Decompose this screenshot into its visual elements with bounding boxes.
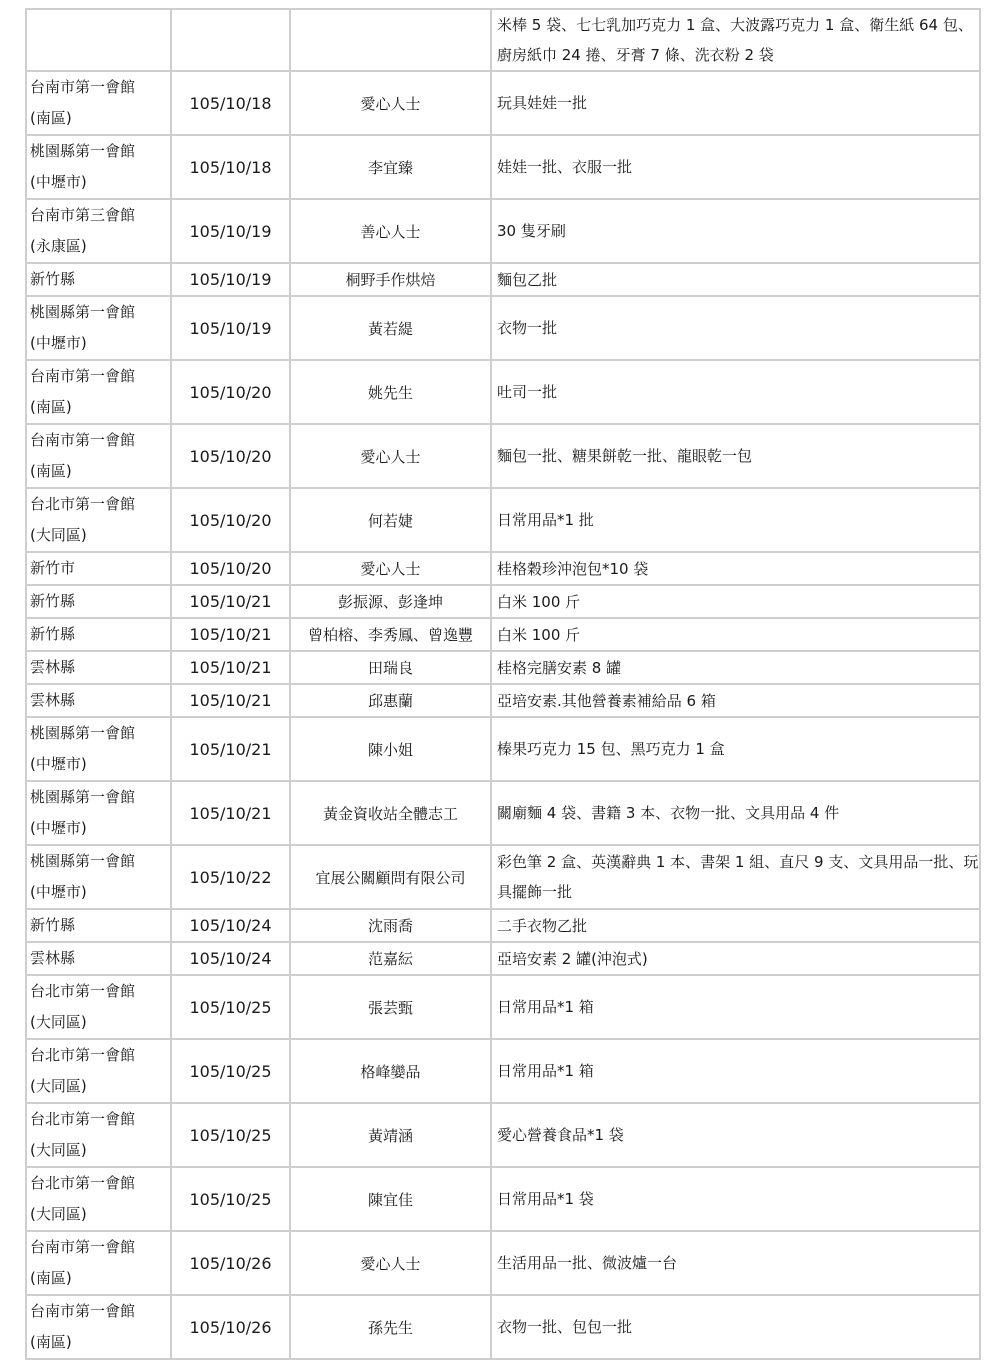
date-cell: 105/10/19 <box>171 199 290 263</box>
table-row <box>26 717 980 781</box>
table-row <box>26 263 980 296</box>
date-cell: 105/10/21 <box>171 618 290 651</box>
date-cell: 105/10/25 <box>171 1103 290 1167</box>
table-row <box>26 975 980 1039</box>
donor-cell: 李宜臻 <box>290 135 491 199</box>
donor-cell: 黃若緹 <box>290 296 491 360</box>
donor-cell: 愛心人士 <box>290 552 491 585</box>
branch-cell: 台南市第一會館 (南區) <box>26 1231 171 1295</box>
table-row <box>26 1167 980 1231</box>
branch-cell: 新竹市 <box>26 552 171 585</box>
date-cell: 105/10/21 <box>171 717 290 781</box>
items-cell: 日常用品*1 箱 <box>491 975 980 1039</box>
branch-cell: 台南市第一會館 (南區) <box>26 71 171 135</box>
date-cell: 105/10/24 <box>171 942 290 975</box>
branch-cell: 桃園縣第一會館 (中壢市) <box>26 135 171 199</box>
date-cell: 105/10/25 <box>171 1039 290 1103</box>
branch-cell: 台北市第一會館 (大同區) <box>26 1103 171 1167</box>
date-cell: 105/10/24 <box>171 909 290 942</box>
items-cell: 衣物一批 <box>491 296 980 360</box>
branch-cell: 台南市第一會館 (南區) <box>26 360 171 424</box>
table-row <box>26 651 980 684</box>
branch-cell: 台北市第一會館 (大同區) <box>26 488 171 552</box>
branch-cell: 台南市第一會館 (南區) <box>26 1295 171 1359</box>
items-cell: 白米 100 斤 <box>491 618 980 651</box>
items-cell: 日常用品*1 箱 <box>491 1039 980 1103</box>
donor-cell: 邱惠蘭 <box>290 684 491 717</box>
items-cell: 二手衣物乙批 <box>491 909 980 942</box>
donor-cell: 陳宜佳 <box>290 1167 491 1231</box>
date-cell: 105/10/18 <box>171 135 290 199</box>
items-cell: 桂格穀珍沖泡包*10 袋 <box>491 552 980 585</box>
table-row <box>26 1295 980 1359</box>
items-cell: 亞培安素.其他營養素補給品 6 箱 <box>491 684 980 717</box>
date-cell: 105/10/20 <box>171 424 290 488</box>
items-cell: 生活用品一批、微波爐一台 <box>491 1231 980 1295</box>
items-cell: 玩具娃娃一批 <box>491 71 980 135</box>
branch-cell: 台北市第一會館 (大同區) <box>26 975 171 1039</box>
table-row <box>26 909 980 942</box>
table-row <box>26 1231 980 1295</box>
branch-cell: 雲林縣 <box>26 651 171 684</box>
table-row <box>26 552 980 585</box>
date-cell: 105/10/21 <box>171 781 290 845</box>
branch-cell <box>26 9 171 71</box>
donor-cell: 陳小姐 <box>290 717 491 781</box>
date-cell: 105/10/19 <box>171 263 290 296</box>
donor-cell: 桐野手作烘焙 <box>290 263 491 296</box>
table-row <box>26 585 980 618</box>
items-cell: 衣物一批、包包一批 <box>491 1295 980 1359</box>
date-cell: 105/10/21 <box>171 585 290 618</box>
items-cell: 亞培安素 2 罐(沖泡式) <box>491 942 980 975</box>
donor-cell: 宜展公關顧問有限公司 <box>290 845 491 909</box>
items-cell: 日常用品*1 批 <box>491 488 980 552</box>
branch-cell: 新竹縣 <box>26 263 171 296</box>
table-row <box>26 1103 980 1167</box>
table-row <box>26 1039 980 1103</box>
date-cell: 105/10/25 <box>171 1167 290 1231</box>
donation-table-body <box>26 9 980 1359</box>
donor-cell: 姚先生 <box>290 360 491 424</box>
date-cell: 105/10/26 <box>171 1231 290 1295</box>
branch-cell: 台北市第一會館 (大同區) <box>26 1039 171 1103</box>
branch-cell: 台南市第三會館 (永康區) <box>26 199 171 263</box>
items-cell: 吐司一批 <box>491 360 980 424</box>
donor-cell: 善心人士 <box>290 199 491 263</box>
donor-cell: 黃靖涵 <box>290 1103 491 1167</box>
date-cell: 105/10/25 <box>171 975 290 1039</box>
branch-cell: 新竹縣 <box>26 585 171 618</box>
table-row <box>26 135 980 199</box>
donor-cell: 沈雨喬 <box>290 909 491 942</box>
table-row <box>26 488 980 552</box>
table-row <box>26 845 980 909</box>
items-cell: 關廟麵 4 袋、書籍 3 本、衣物一批、文具用品 4 件 <box>491 781 980 845</box>
items-cell: 麵包一批、糖果餅乾一批、龍眼乾一包 <box>491 424 980 488</box>
branch-cell: 雲林縣 <box>26 942 171 975</box>
branch-cell: 桃園縣第一會館 (中壢市) <box>26 717 171 781</box>
branch-cell: 雲林縣 <box>26 684 171 717</box>
date-cell: 105/10/20 <box>171 488 290 552</box>
table-row <box>26 360 980 424</box>
date-cell <box>171 9 290 71</box>
branch-cell: 桃園縣第一會館 (中壢市) <box>26 781 171 845</box>
date-cell: 105/10/18 <box>171 71 290 135</box>
donor-cell: 孫先生 <box>290 1295 491 1359</box>
table-row <box>26 424 980 488</box>
donor-cell: 愛心人士 <box>290 1231 491 1295</box>
date-cell: 105/10/20 <box>171 552 290 585</box>
table-row <box>26 618 980 651</box>
branch-cell: 台北市第一會館 (大同區) <box>26 1167 171 1231</box>
donor-cell: 張芸甄 <box>290 975 491 1039</box>
items-cell: 榛果巧克力 15 包、黑巧克力 1 盒 <box>491 717 980 781</box>
donor-cell: 何若婕 <box>290 488 491 552</box>
date-cell: 105/10/22 <box>171 845 290 909</box>
table-row <box>26 781 980 845</box>
donor-cell: 范嘉紜 <box>290 942 491 975</box>
donor-cell: 黃金資收站全體志工 <box>290 781 491 845</box>
donor-cell: 彭振源、彭逢坤 <box>290 585 491 618</box>
items-cell: 彩色筆 2 盒、英漢辭典 1 本、書架 1 組、直尺 9 支、文具用品一批、玩具擺飾一批 <box>491 845 980 909</box>
table-row <box>26 9 980 71</box>
table-row <box>26 942 980 975</box>
items-cell: 麵包乙批 <box>491 263 980 296</box>
date-cell: 105/10/19 <box>171 296 290 360</box>
donor-cell <box>290 9 491 71</box>
date-cell: 105/10/21 <box>171 651 290 684</box>
items-cell: 日常用品*1 袋 <box>491 1167 980 1231</box>
items-cell: 桂格完膳安素 8 罐 <box>491 651 980 684</box>
table-row <box>26 199 980 263</box>
table-row <box>26 684 980 717</box>
branch-cell: 新竹縣 <box>26 618 171 651</box>
donor-cell: 田瑞良 <box>290 651 491 684</box>
branch-cell: 桃園縣第一會館 (中壢市) <box>26 296 171 360</box>
donor-cell: 曾柏榕、李秀鳳、曾逸豐 <box>290 618 491 651</box>
branch-cell: 台南市第一會館 (南區) <box>26 424 171 488</box>
donation-table <box>25 8 981 1360</box>
date-cell: 105/10/26 <box>171 1295 290 1359</box>
branch-cell: 桃園縣第一會館 (中壢市) <box>26 845 171 909</box>
table-row <box>26 296 980 360</box>
donor-cell: 愛心人士 <box>290 71 491 135</box>
items-cell: 娃娃一批、衣服一批 <box>491 135 980 199</box>
items-cell: 白米 100 斤 <box>491 585 980 618</box>
date-cell: 105/10/20 <box>171 360 290 424</box>
date-cell: 105/10/21 <box>171 684 290 717</box>
donor-cell: 格峰孌品 <box>290 1039 491 1103</box>
table-row <box>26 71 980 135</box>
branch-cell: 新竹縣 <box>26 909 171 942</box>
items-cell: 30 隻牙刷 <box>491 199 980 263</box>
items-cell: 米棒 5 袋、七七乳加巧克力 1 盒、大波露巧克力 1 盒、衛生紙 64 包、廚房紙巾 24 捲、牙膏 7 條、洗衣粉 2 袋 <box>491 9 980 71</box>
items-cell: 愛心營養食品*1 袋 <box>491 1103 980 1167</box>
donor-cell: 愛心人士 <box>290 424 491 488</box>
